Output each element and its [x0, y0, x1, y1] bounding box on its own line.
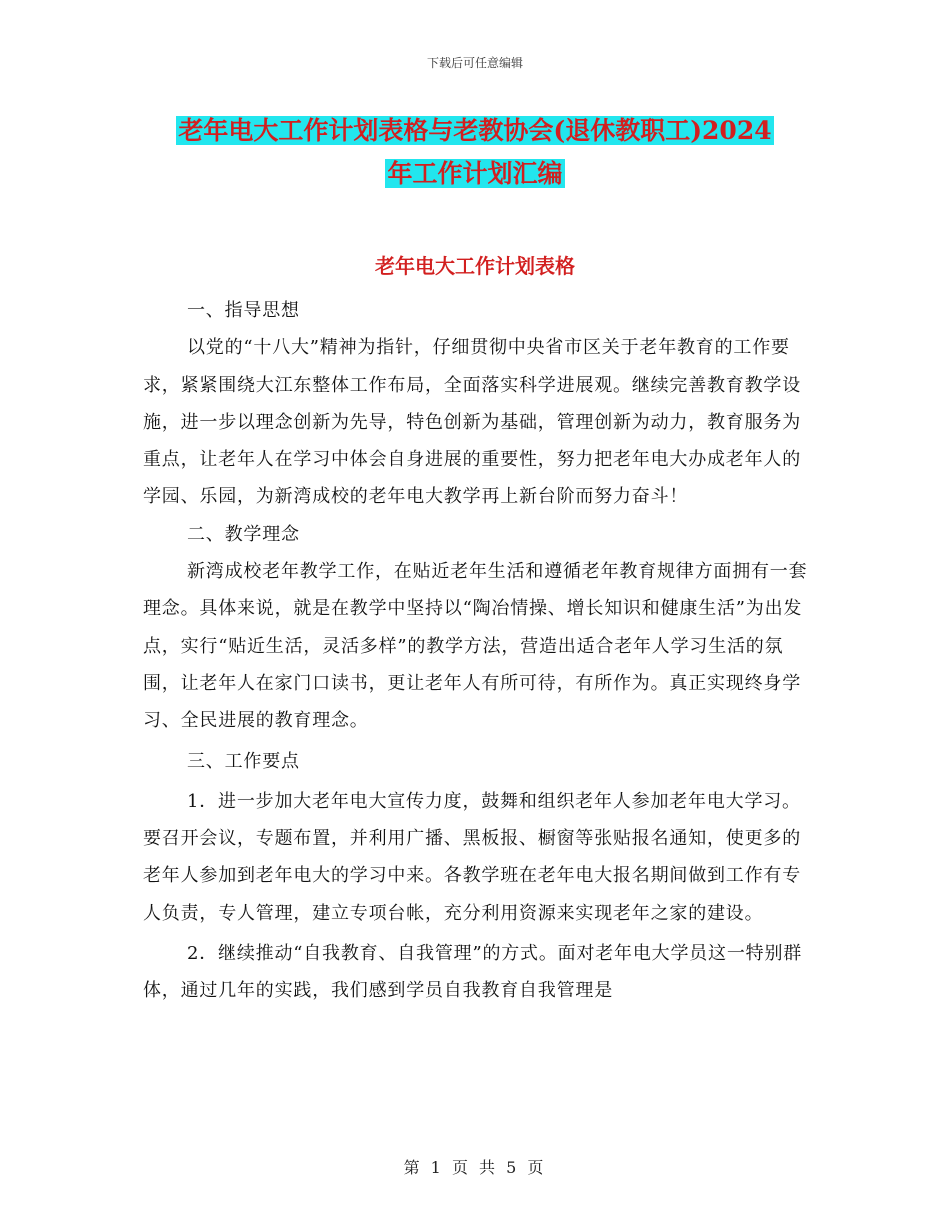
heading-work-points: 三、工作要点 — [187, 750, 300, 772]
document-title-line1 — [0, 114, 950, 148]
heading-teaching-philosophy: 二、教学理念 — [187, 523, 300, 545]
document-body — [143, 292, 813, 1010]
list-item-1: 1．进一步加大老年电大宣传力度，鼓舞和组织老年人参加老年电大学习。要召开会议，专题布置，并利用广播、黑板报、橱窗等张贴报名通知，使更多的老年人参加到老年电大的学习中来。各教学班在老年电大报名期间做到工作有专人负责，专人管理，建立专项台帐，充分利用资源来实现老年之家的建设。 — [143, 790, 801, 924]
title-highlight: 老年电大工作计划表格与老教协会(退休教职工)2024 — [178, 116, 772, 145]
list-item-2: 2．继续推动“自我教育、自我管理”的方式。面对老年电大学员这一特别群体，通过几年的实践，我们感到学员自我教育自我管理是 — [143, 943, 803, 1002]
paragraph-teaching-philosophy: 新湾成校老年教学工作，在贴近老年生活和遵循老年教育规律方面拥有一套理念。具体来说，就是在教学中坚持以“陶冶情操、增长知识和健康生活”为出发点，实行“贴近生活，灵活多样”的教学方法，营造出适合老年人学习生活的氛围，让老年人在家门口读书，更让老年人有所可待，有所作为。真正实现终身学习、全民进展的教育理念。 — [143, 561, 808, 732]
section-title: 老年电大工作计划表格 — [375, 254, 575, 278]
paragraph-guiding-thought: 以党的“十八大”精神为指针，仔细贯彻中央省市区关于老年教育的工作要求，紧紧围绕大江东整体工作布局，全面落实科学进展观。继续完善教育教学设施，进一步以理念创新为先导，特色创新为基础，管理创新为动力，教育服务为重点，让老年人在学习中体会自身进展的重要性，努力把老年电大办成老年人的学园、乐园，为新湾成校的老年电大教学再上新台阶而努力奋斗！ — [143, 337, 801, 508]
title-highlight: 年工作计划汇编 — [387, 159, 563, 188]
document-title-line2 — [0, 157, 950, 191]
header-note: 下载后可任意编辑 — [426, 56, 523, 70]
heading-guiding-thought: 一、指导思想 — [187, 300, 300, 321]
page-footer: 第 1 页 共 5 页 — [403, 1158, 547, 1177]
